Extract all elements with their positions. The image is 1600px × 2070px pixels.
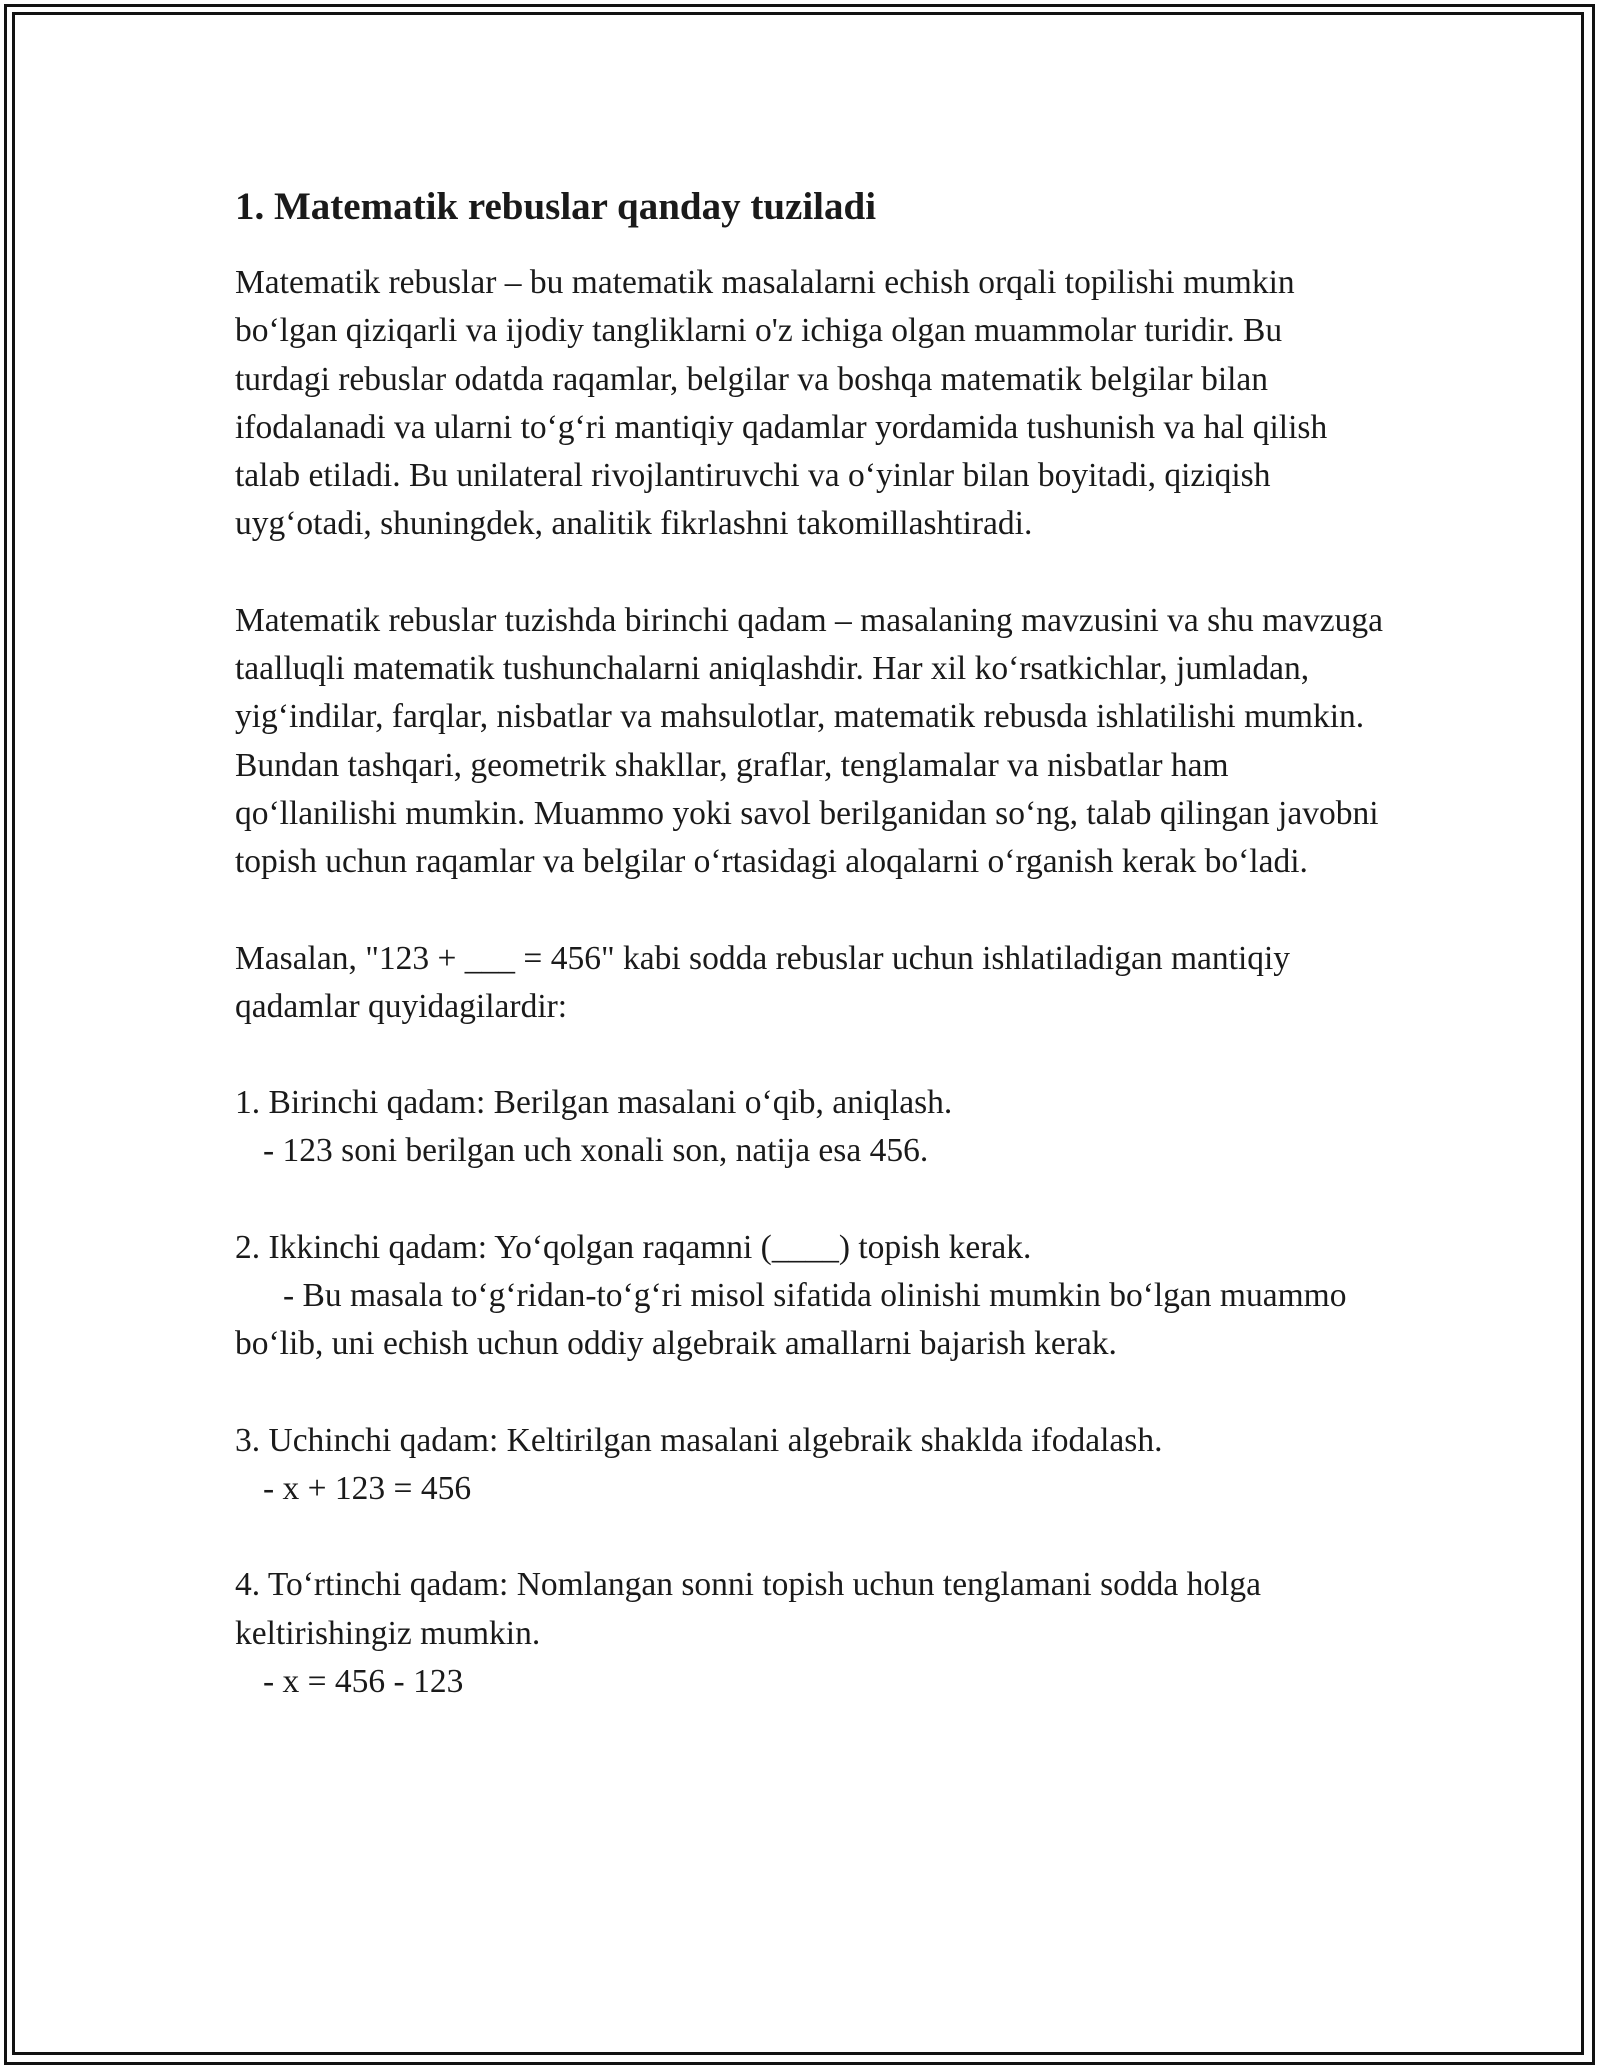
section-title: 1. Matematik rebuslar qanday tuziladi	[235, 185, 877, 228]
step-heading: 4. To‘rtinchi qadam: Nomlangan sonni topish uchun tenglamani sodda holga keltirishingiz mumkin.	[235, 1566, 1262, 1652]
step-heading: 3. Uchinchi qadam: Keltirilgan masalani algebraik shaklda ifodalash.	[235, 1421, 1163, 1459]
step-detail: - 123 soni berilgan uch xonali son, natija esa 456.	[263, 1132, 929, 1170]
paragraph-intro: Matematik rebuslar – bu matematik masalalarni echish orqali topilishi mumkin bo‘lgan qiziqarli va ijodiy tangliklarni o'z ichiga olgan muammolar turidir. Bu turdagi rebuslar odatda raqamlar, belgilar va boshqa matematik belgilar bilan ifodalanadi va ularni to‘g‘ri mantiqiy qadamlar yordamida tushunish va hal qilish talab etiladi. Bu unilateral rivojlantiruvchi va o‘yinlar bilan boyitadi, qiziqish uyg‘otadi, shuningdek, analitik fikrlashni takomillashtiradi.	[235, 264, 1328, 543]
step-1	[235, 1079, 1385, 1176]
step-3	[235, 1417, 1385, 1514]
step-2	[235, 1224, 1385, 1369]
step-heading: 2. Ikkinchi qadam: Yo‘qolgan raqamni (____) topish kerak.	[235, 1228, 1032, 1266]
paragraph-first-step: Matematik rebuslar tuzishda birinchi qadam – masalaning mavzusini va shu mavzuga taalluqli matematik tushunchalarni aniqlashdir. Har xil ko‘rsatkichlar, jumladan, yig‘indilar, farqlar, nisbatlar va mahsulotlar, matematik rebusda ishlatilishi mumkin. Bundan tashqari, geometrik shakllar, graflar, tenglamalar va nisbatlar ham qo‘llanilishi mumkin. Muammo yoki savol berilganidan so‘ng, talab qilingan javobni topish uchun raqamlar va belgilar o‘rtasidagi aloqalarni o‘rganish kerak bo‘ladi.	[235, 601, 1383, 881]
step-heading: 1. Birinchi qadam: Berilgan masalani o‘qib, aniqlash.	[235, 1084, 953, 1122]
step-detail: - x = 456 - 123	[263, 1662, 464, 1700]
step-detail: - Bu masala to‘g‘ridan-to‘g‘ri misol sifatida olinishi mumkin bo‘lgan muammo bo‘lib, uni echish uchun oddiy algebraik amallarni bajarish kerak.	[235, 1277, 1347, 1363]
paragraph-example: Masalan, "123 + ___ = 456" kabi sodda rebuslar uchun ishlatiladigan mantiqiy qadamlar quyidagilardir:	[235, 939, 1291, 1025]
step-detail: - x + 123 = 456	[263, 1469, 472, 1507]
step-4	[235, 1561, 1385, 1706]
document-body	[235, 183, 1385, 1754]
